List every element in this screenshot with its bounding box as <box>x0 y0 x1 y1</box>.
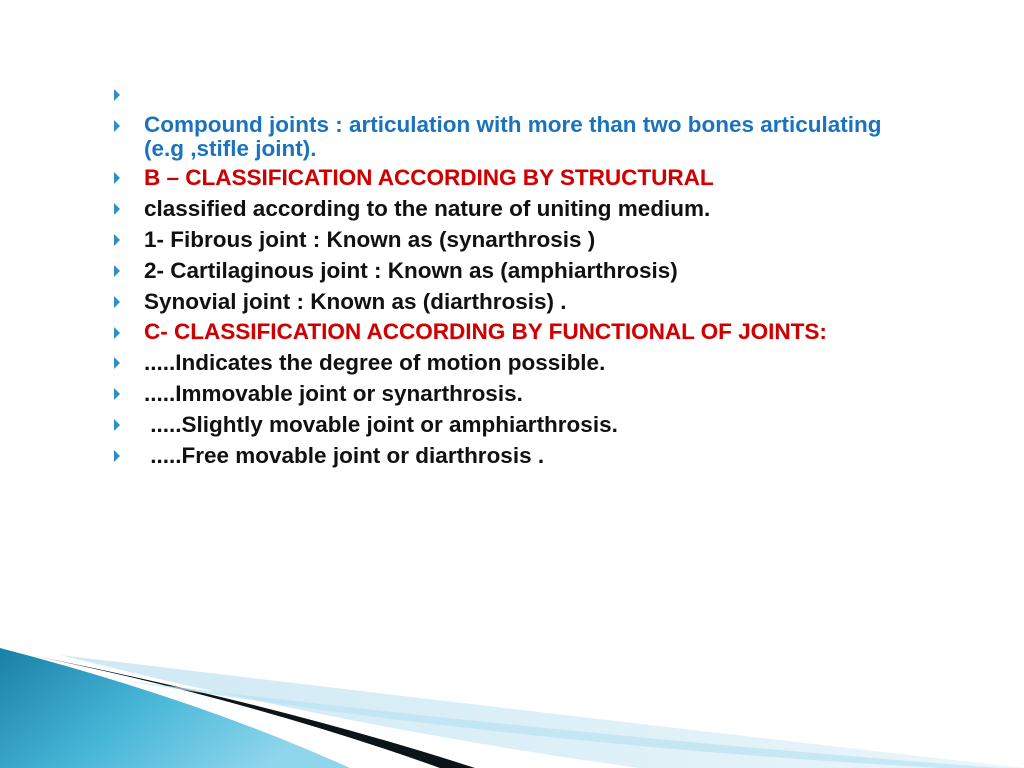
bullet-text: .....Slightly movable joint or amphiarthrosis. <box>144 412 618 437</box>
bullet-text: .....Free movable joint or diarthrosis . <box>144 443 545 468</box>
bullet-text: 1- Fibrous joint : Known as (synarthrosis ) <box>144 227 596 252</box>
bullet-text: .....Indicates the degree of motion possible. <box>144 350 606 375</box>
bullet-text: 2- Cartilaginous joint : Known as (amphiarthrosis) <box>144 258 678 283</box>
bullet-text: B – CLASSIFICATION ACCORDING BY STRUCTURAL <box>144 165 714 190</box>
bullet-text: classified according to the nature of uniting medium. <box>144 196 711 221</box>
bullet-text: .....Immovable joint or synarthrosis. <box>144 381 523 406</box>
bullet-text: Compound joints : articulation with more than two bones articulating (e.g ,stifle joint). <box>144 112 882 161</box>
bullet-text: Synovial joint : Known as (diarthrosis) . <box>144 289 567 314</box>
bullet-text: C- CLASSIFICATION ACCORDING BY FUNCTIONAL OF JOINTS: <box>144 319 827 344</box>
